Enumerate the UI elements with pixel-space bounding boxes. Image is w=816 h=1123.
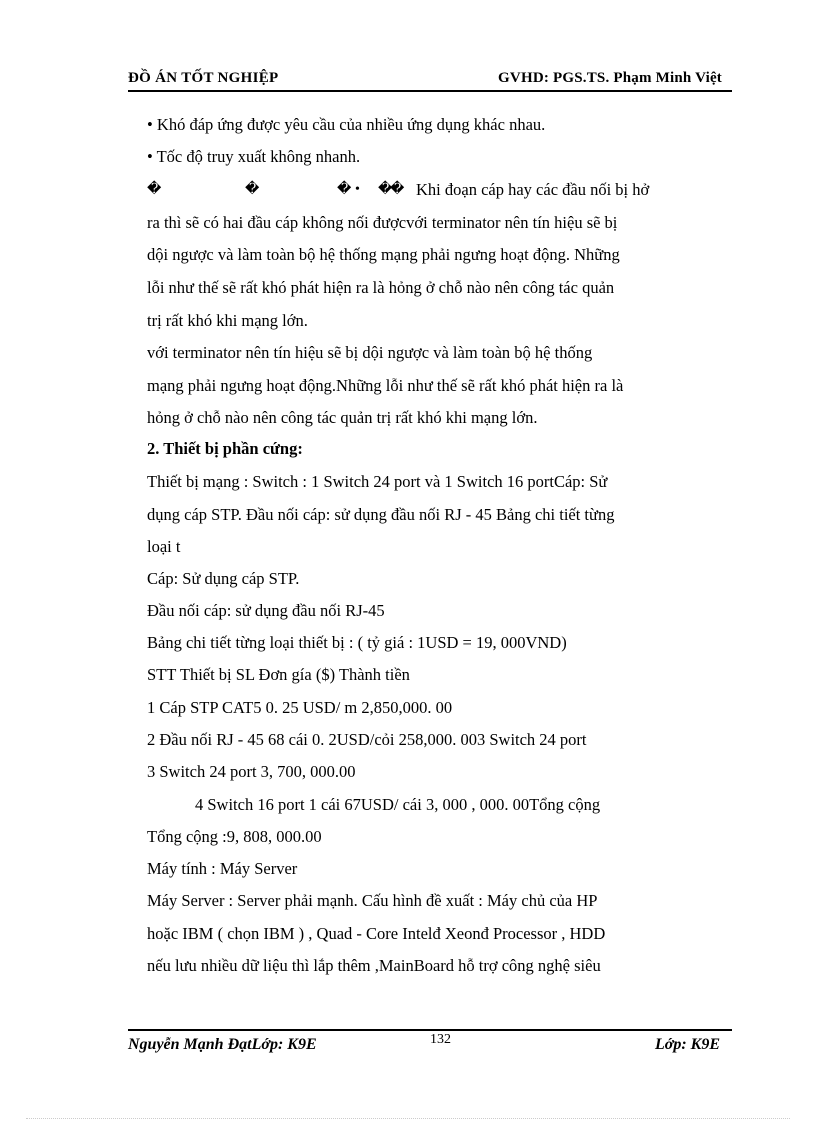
text-line: • Tốc độ truy xuất không nhanh. — [147, 147, 361, 166]
page-number: 132 — [430, 1032, 451, 1047]
text-line: STT Thiết bị SL Đơn gía ($) Thành tiền — [147, 665, 410, 684]
footer-class: Lớp: K9E — [654, 1036, 720, 1053]
text-line: Thiết bị mạng : Switch : 1 Switch 24 port và 1 Switch 16 portCáp: Sử — [147, 472, 608, 491]
text-line: 4 Switch 16 port 1 cái 67USD/ cái 3, 000 , 000. 00Tổng cộng — [195, 795, 601, 814]
page-edge-divider — [26, 1118, 790, 1119]
text-line: hoặc IBM ( chọn IBM ) , Quad - Core Intelđ Xeonđ Processor , HDD — [147, 924, 606, 943]
text-line: 3 Switch 24 port 3, 700, 000.00 — [147, 762, 356, 781]
text-line: ra thì sẽ có hai đầu cáp không nối đượcvới terminator nên tín hiệu sẽ bị — [147, 213, 618, 232]
text-line: Máy Server : Server phải mạnh. Cấu hình đề xuất : Máy chủ của HP — [147, 891, 598, 910]
text-line: hỏng ở chỗ nào nên công tác quản trị rất khó khi mạng lớn. — [147, 408, 538, 427]
text-line: Bảng chi tiết từng loại thiết bị : ( tỷ giá : 1USD = 19, 000VND) — [147, 633, 567, 652]
text-line: Cáp: Sử dụng cáp STP. — [147, 569, 300, 588]
missing-glyph: � — [147, 182, 162, 197]
text-line: dội ngược và làm toàn bộ hệ thống mạng phải ngưng hoạt động. Những — [147, 245, 620, 264]
text-line: với terminator nên tín hiệu sẽ bị dội ngược và làm toàn bộ hệ thống — [147, 343, 593, 362]
page-header — [128, 66, 732, 92]
footer-divider — [128, 1029, 732, 1031]
header-advisor: GVHD: PGS.TS. Phạm Minh Việt — [498, 70, 722, 86]
text-line: Tổng cộng :9, 808, 000.00 — [147, 827, 322, 846]
text-line: loại t — [147, 537, 181, 556]
missing-glyph: � — [378, 182, 393, 197]
glyph-line — [147, 179, 707, 201]
text-line: • Khó đáp ứng được yêu cầu của nhiều ứng dụng khác nhau. — [147, 115, 546, 134]
footer-author: Nguyễn Mạnh ĐạtLớp: K9E — [128, 1036, 317, 1053]
text-line: nếu lưu nhiều dữ liệu thì lắp thêm ,MainBoard hỗ trợ công nghệ siêu — [147, 956, 601, 975]
text-line: mạng phải ngưng hoạt động.Những lỗi như thế sẽ rất khó phát hiện ra là — [147, 376, 624, 395]
page-footer — [128, 1034, 732, 1060]
missing-glyph: � — [337, 182, 352, 197]
missing-glyph: � — [245, 182, 260, 197]
missing-glyph: � — [390, 182, 405, 197]
text-line: lỗi như thế sẽ rất khó phát hiện ra là hỏng ở chỗ nào nên công tác quản — [147, 278, 615, 297]
header-title: ĐỒ ÁN TỐT NGHIỆP — [128, 70, 279, 86]
text-line: trị rất khó khi mạng lớn. — [147, 311, 308, 330]
text-line: 1 Cáp STP CAT5 0. 25 USD/ m 2,850,000. 00 — [147, 698, 453, 717]
section-heading: 2. Thiết bị phần cứng: — [147, 439, 303, 458]
text-line: Khi đoạn cáp hay các đầu nối bị hở — [416, 180, 650, 199]
text-line: dụng cáp STP. Đầu nối cáp: sử dụng đầu nối RJ - 45 Bảng chi tiết từng — [147, 505, 615, 524]
text-line: 2 Đầu nối RJ - 45 68 cái 0. 2USD/cỏi 258,000. 003 Switch 24 port — [147, 730, 587, 749]
text-line: Đầu nối cáp: sử dụng đầu nối RJ-45 — [147, 601, 385, 620]
bullet-icon: • — [355, 182, 360, 197]
text-line: Máy tính : Máy Server — [147, 859, 298, 878]
